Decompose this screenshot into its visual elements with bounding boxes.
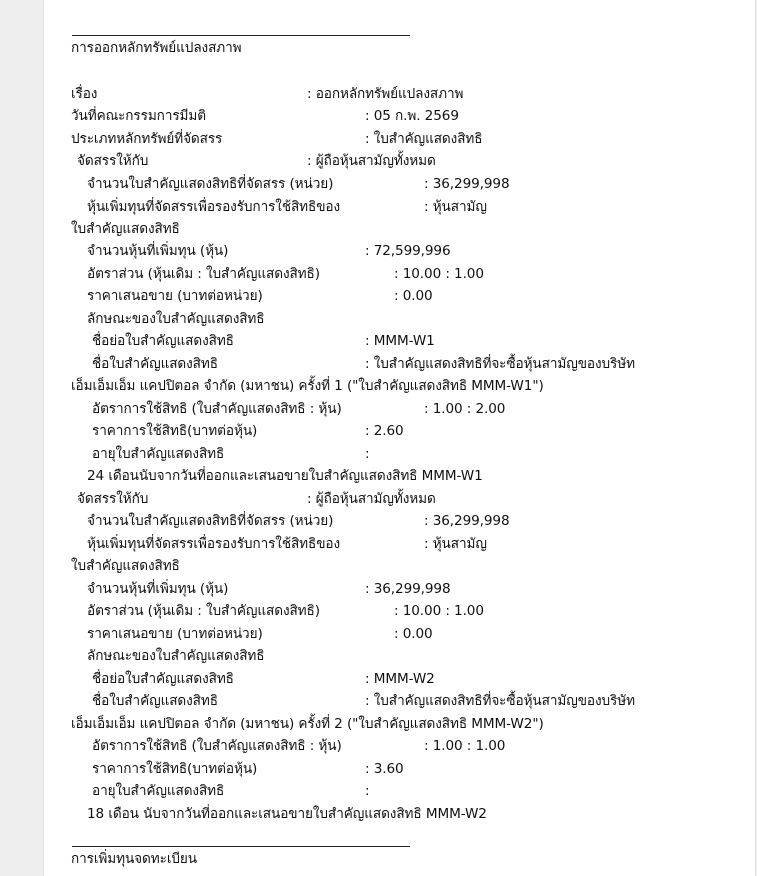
units-value: : 36,299,998 bbox=[424, 513, 510, 529]
exercise-ratio-label: อัตราการใช้สิทธิ (ใบสำคัญแสดงสิทธิ : หุ้น) bbox=[92, 738, 342, 754]
allocated-to-value: : ผู้ถือหุ้นสามัญทั้งหมด bbox=[307, 491, 436, 507]
term-value: : bbox=[365, 783, 370, 799]
allocated-to-value: : ผู้ถือหุ้นสามัญทั้งหมด bbox=[307, 153, 436, 169]
subject-label: เรื่อง bbox=[71, 86, 98, 102]
allocated-to-label: จัดสรรให้กับ bbox=[77, 153, 149, 169]
next-section-title: การเพิ่มทุนจดทะเบียน bbox=[71, 851, 197, 867]
increase-value: : 72,599,996 bbox=[365, 243, 451, 259]
offer-price-value: : 0.00 bbox=[394, 626, 433, 642]
units-label: จำนวนใบสำคัญแสดงสิทธิที่จัดสรร (หน่วย) bbox=[87, 176, 334, 192]
ratio-value: : 10.00 : 1.00 bbox=[394, 266, 484, 282]
offer-price-value: : 0.00 bbox=[394, 288, 433, 304]
full-name-value: : ใบสำคัญแสดงสิทธิที่จะซื้อหุ้นสามัญของบริษัท bbox=[365, 356, 635, 372]
exercise-price-value: : 3.60 bbox=[365, 761, 404, 777]
board-date-value: : 05 ก.พ. 2569 bbox=[365, 108, 459, 124]
term-continuation: 18 เดือน นับจากวันที่ออกและเสนอขายใบสำคัญแสดงสิทธิ MMM-W2 bbox=[87, 806, 487, 822]
increase-value: : 36,299,998 bbox=[365, 581, 451, 597]
exercise-price-value: : 2.60 bbox=[365, 423, 404, 439]
reserve-continuation: ใบสำคัญแสดงสิทธิ bbox=[71, 558, 180, 574]
short-name-value: : MMM-W2 bbox=[365, 671, 435, 687]
allocated-to-label: จัดสรรให้กับ bbox=[77, 491, 149, 507]
term-label: อายุใบสำคัญแสดงสิทธิ bbox=[92, 446, 225, 462]
full-name-value: : ใบสำคัญแสดงสิทธิที่จะซื้อหุ้นสามัญของบริษัท bbox=[365, 693, 635, 709]
exercise-price-label: ราคาการใช้สิทธิ(บาทต่อหุ้น) bbox=[92, 761, 258, 777]
bottom-separator bbox=[72, 846, 410, 847]
full-name-label: ชื่อใบสำคัญแสดงสิทธิ bbox=[92, 693, 218, 709]
board-date-label: วันที่คณะกรรมการมีมติ bbox=[71, 108, 207, 124]
exercise-price-label: ราคาการใช้สิทธิ(บาทต่อหุ้น) bbox=[92, 423, 258, 439]
term-label: อายุใบสำคัญแสดงสิทธิ bbox=[92, 783, 225, 799]
reserve-label: หุ้นเพิ่มทุนที่จัดสรรเพื่อรองรับการใช้สิทธิของ bbox=[87, 199, 341, 215]
term-continuation: 24 เดือนนับจากวันที่ออกและเสนอขายใบสำคัญแสดงสิทธิ MMM-W1 bbox=[87, 468, 483, 484]
features-label: ลักษณะของใบสำคัญแสดงสิทธิ bbox=[87, 648, 265, 664]
offer-price-label: ราคาเสนอขาย (บาทต่อหน่วย) bbox=[87, 626, 263, 642]
exercise-ratio-value: : 1.00 : 1.00 bbox=[424, 738, 506, 754]
units-label: จำนวนใบสำคัญแสดงสิทธิที่จัดสรร (หน่วย) bbox=[87, 513, 334, 529]
reserve-value: : หุ้นสามัญ bbox=[424, 199, 487, 215]
ratio-value: : 10.00 : 1.00 bbox=[394, 603, 484, 619]
short-name-label: ชื่อย่อใบสำคัญแสดงสิทธิ bbox=[92, 671, 234, 687]
full-name-continuation: เอ็มเอ็มเอ็ม แคปปิตอล จำกัด (มหาชน) ครั้งที่ 2 ("ใบสำคัญแสดงสิทธิ MMM-W2") bbox=[71, 716, 544, 732]
increase-label: จำนวนหุ้นที่เพิ่มทุน (หุ้น) bbox=[87, 581, 229, 597]
top-separator bbox=[72, 35, 410, 36]
full-name-continuation: เอ็มเอ็มเอ็ม แคปปิตอล จำกัด (มหาชน) ครั้งที่ 1 ("ใบสำคัญแสดงสิทธิ MMM-W1") bbox=[71, 378, 544, 394]
exercise-ratio-value: : 1.00 : 2.00 bbox=[424, 401, 506, 417]
exercise-ratio-label: อัตราการใช้สิทธิ (ใบสำคัญแสดงสิทธิ : หุ้น) bbox=[92, 401, 342, 417]
security-type-value: : ใบสำคัญแสดงสิทธิ bbox=[365, 131, 483, 147]
ratio-label: อัตราส่วน (หุ้นเดิม : ใบสำคัญแสดงสิทธิ) bbox=[87, 603, 320, 619]
subject-value: : ออกหลักทรัพย์แปลงสภาพ bbox=[307, 86, 464, 102]
short-name-label: ชื่อย่อใบสำคัญแสดงสิทธิ bbox=[92, 333, 234, 349]
features-label: ลักษณะของใบสำคัญแสดงสิทธิ bbox=[87, 311, 265, 327]
reserve-value: : หุ้นสามัญ bbox=[424, 536, 487, 552]
increase-label: จำนวนหุ้นที่เพิ่มทุน (หุ้น) bbox=[87, 243, 229, 259]
security-type-label: ประเภทหลักทรัพย์ที่จัดสรร bbox=[71, 131, 223, 147]
reserve-continuation: ใบสำคัญแสดงสิทธิ bbox=[71, 221, 180, 237]
reserve-label: หุ้นเพิ่มทุนที่จัดสรรเพื่อรองรับการใช้สิทธิของ bbox=[87, 536, 341, 552]
offer-price-label: ราคาเสนอขาย (บาทต่อหน่วย) bbox=[87, 288, 263, 304]
units-value: : 36,299,998 bbox=[424, 176, 510, 192]
page-title: การออกหลักทรัพย์แปลงสภาพ bbox=[71, 40, 242, 56]
ratio-label: อัตราส่วน (หุ้นเดิม : ใบสำคัญแสดงสิทธิ) bbox=[87, 266, 320, 282]
term-value: : bbox=[365, 446, 370, 462]
short-name-value: : MMM-W1 bbox=[365, 333, 435, 349]
full-name-label: ชื่อใบสำคัญแสดงสิทธิ bbox=[92, 356, 218, 372]
